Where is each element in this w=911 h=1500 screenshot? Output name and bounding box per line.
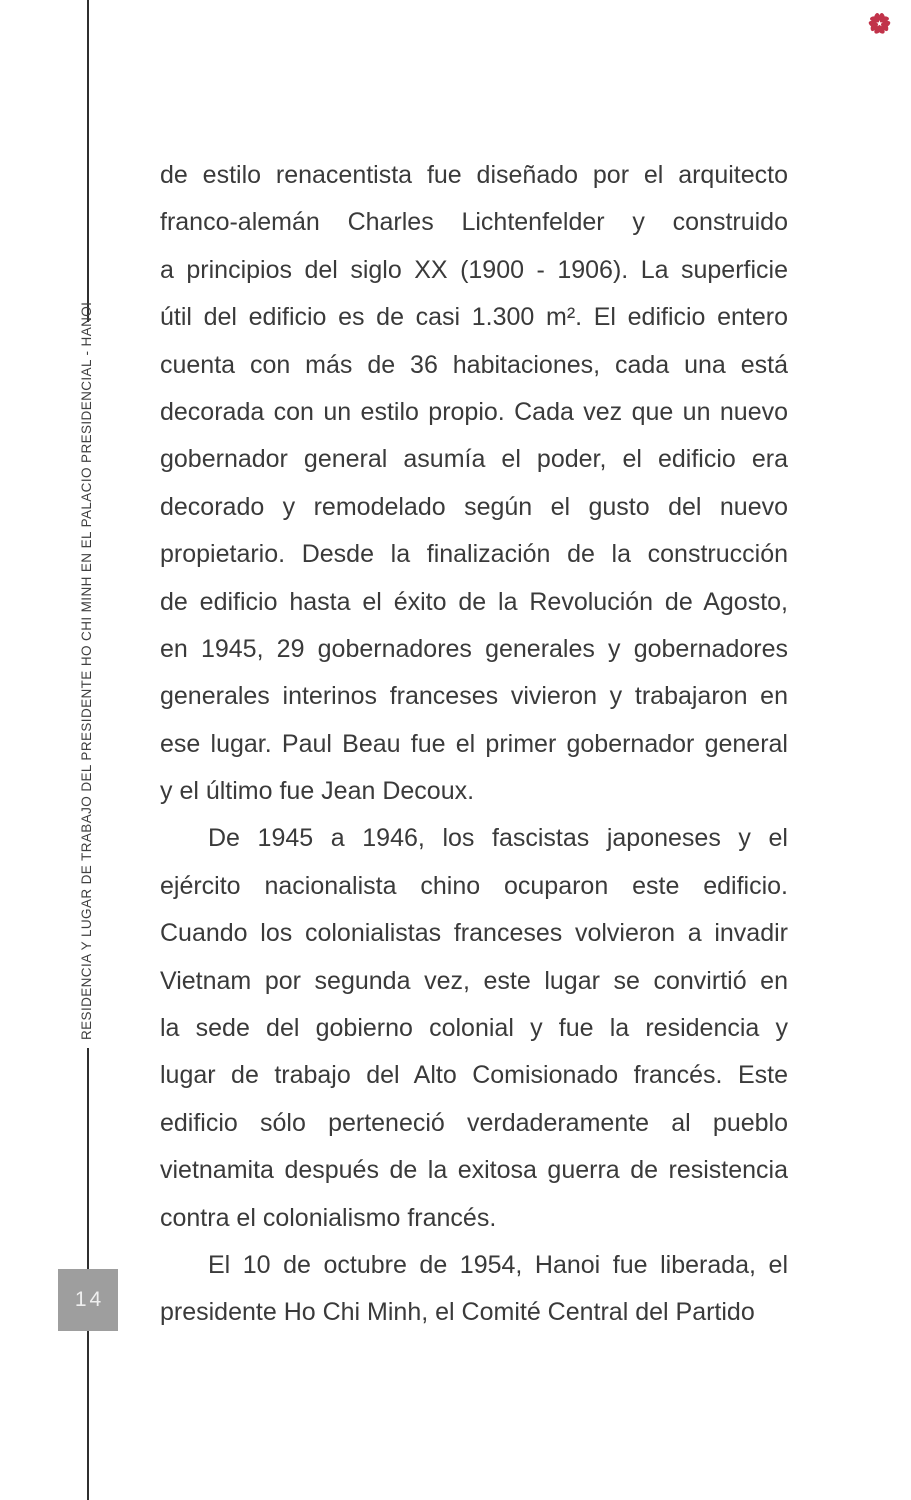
text-line: El 10 de octubre de 1954, Hanoi fue liberada, el (208, 1250, 788, 1279)
page-number-box (58, 1269, 118, 1331)
text-line: Cuando los colonialistas franceses volvieron a invadir (160, 919, 788, 948)
text-line: Vietnam por segunda vez, este lugar se convirtió en (160, 966, 788, 995)
text-line: la sede del gobierno colonial y fue la residencia y (160, 1014, 788, 1043)
text-line: decorada con un estilo propio. Cada vez que un nuevo (160, 397, 788, 426)
text-line: y el último fue Jean Decoux. (160, 777, 475, 806)
text-line: presidente Ho Chi Minh, el Comité Central del Partido (160, 1298, 755, 1327)
text-line: gobernador general asumía el poder, el edificio era (160, 445, 788, 474)
page-number: 14 (74, 1288, 105, 1311)
plum-blossom-icon (866, 10, 893, 37)
paragraph (160, 815, 788, 1242)
text-line: edificio sólo perteneció verdaderamente al pueblo (160, 1108, 788, 1137)
paragraph (160, 1242, 788, 1337)
text-line: propietario. Desde la finalización de la construcción (160, 540, 788, 569)
text-line: contra el colonialismo francés. (160, 1203, 497, 1232)
text-line: útil del edificio es de casi 1.300 m². El edificio entero (160, 303, 788, 332)
text-line: ese lugar. Paul Beau fue el primer gobernador general (160, 729, 788, 758)
text-line: lugar de trabajo del Alto Comisionado francés. Este (160, 1061, 788, 1090)
text-line: generales interinos franceses vivieron y trabajaron en (160, 682, 788, 711)
text-line: De 1945 a 1946, los fascistas japoneses y el (208, 824, 788, 853)
side-title: RESIDENCIA Y LUGAR DE TRABAJO DEL PRESIDENTE HO CHI MINH EN EL PALACIO PRESIDENCIAL - HANOI (79, 301, 94, 1040)
text-line: a principios del siglo XX (1900 - 1906). La superficie (160, 255, 788, 284)
text-line: de edificio hasta el éxito de la Revolución de Agosto, (160, 587, 788, 616)
body-text (160, 152, 788, 1337)
side-rule-top (87, 0, 89, 322)
paragraph (160, 152, 788, 815)
text-line: franco-alemán Charles Lichtenfelder y construido (160, 208, 788, 237)
text-line: ejército nacionalista chino ocuparon este edificio. (160, 871, 788, 900)
text-line: en 1945, 29 gobernadores generales y gobernadores (160, 634, 788, 663)
text-line: cuenta con más de 36 habitaciones, cada una está (160, 350, 788, 379)
text-line: vietnamita después de la exitosa guerra de resistencia (160, 1156, 788, 1185)
text-line: de estilo renacentista fue diseñado por el arquitecto (160, 161, 788, 189)
text-line: decorado y remodelado según el gusto del nuevo (160, 492, 788, 521)
